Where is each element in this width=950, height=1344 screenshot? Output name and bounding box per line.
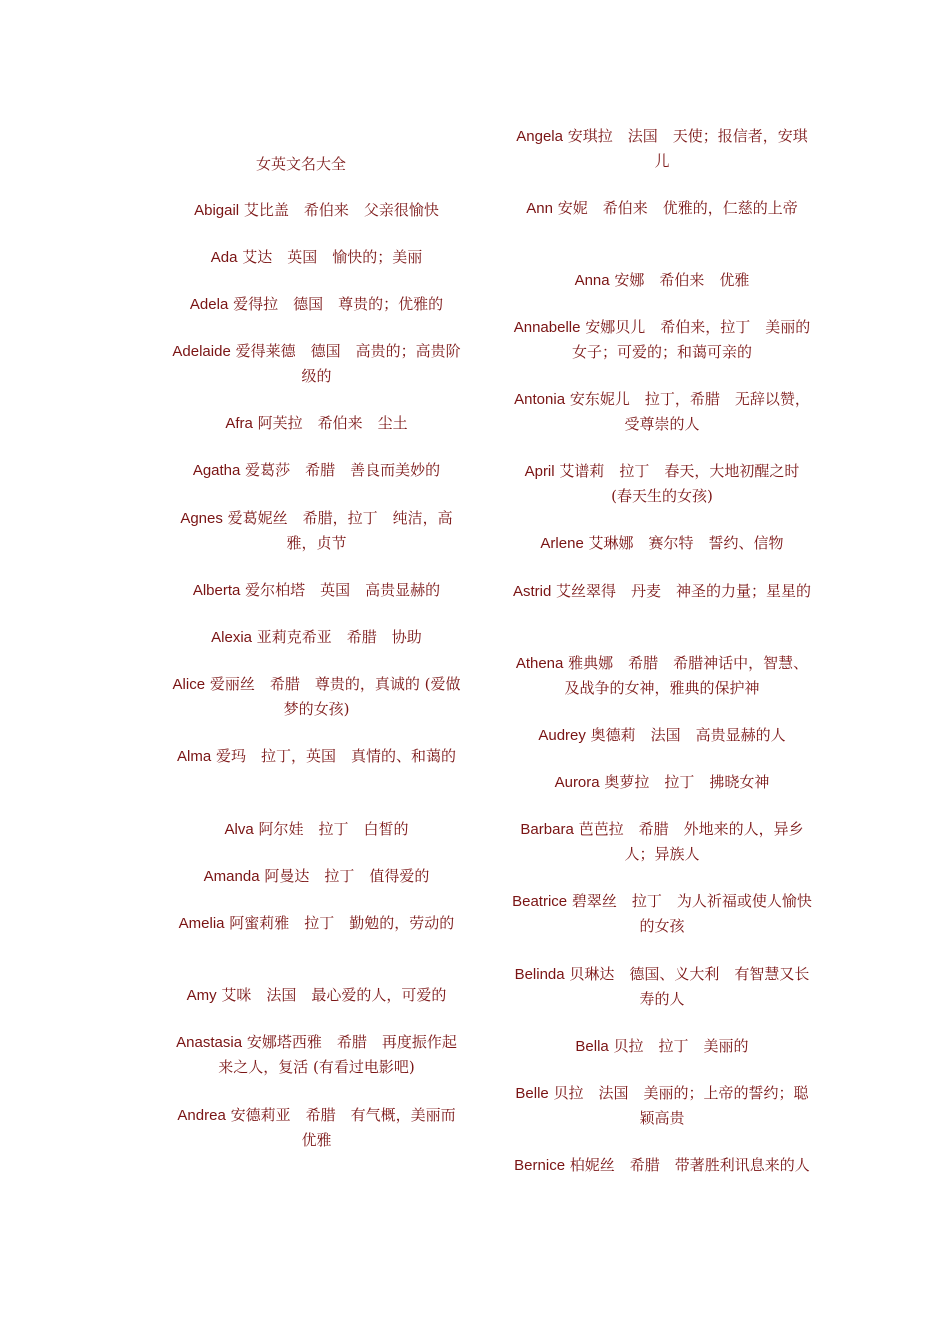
- entry-desc: 阿蜜莉雅 拉丁 勤勉的，劳动的: [224, 914, 455, 932]
- entry-name: Amanda: [203, 868, 260, 885]
- name-entry: [512, 459, 815, 509]
- entry-desc: 芭芭拉 希腊 外地来的人，异乡人；异族人: [573, 820, 804, 863]
- name-entry: [170, 339, 463, 389]
- entry-name: Andrea: [177, 1107, 226, 1124]
- name-entry: [512, 196, 812, 221]
- entry-name: Ann: [526, 200, 553, 217]
- entry-name: Angela: [516, 128, 563, 145]
- entry-name: Alva: [224, 821, 254, 838]
- name-entry: [512, 962, 812, 1012]
- entry-name: Amelia: [178, 915, 225, 932]
- entry-desc: 贝拉 拉丁 美丽的: [608, 1037, 749, 1055]
- entry-desc: 安娜 希伯来 优雅: [609, 271, 750, 289]
- name-entry: [170, 864, 463, 889]
- entry-name: Beatrice: [512, 893, 568, 910]
- entry-name: Anastasia: [176, 1034, 243, 1051]
- entry-name: Aurora: [554, 774, 600, 791]
- entry-name: Arlene: [540, 535, 584, 552]
- entry-desc: 爱玛 拉丁，英国 真情的、和蔼的: [211, 747, 456, 765]
- entry-desc: 爱葛妮丝 希腊，拉丁 纯洁，高雅，贞节: [222, 509, 453, 552]
- entry-name: Belle: [515, 1085, 549, 1102]
- entry-name: Alexia: [211, 629, 253, 646]
- name-entry: [512, 579, 812, 604]
- entry-desc: 安德莉亚 希腊 有气概，美丽而优雅: [225, 1106, 456, 1149]
- name-entry: [170, 1030, 463, 1080]
- entry-desc: 爱葛莎 希腊 善良而美妙的: [240, 461, 441, 479]
- entry-desc: 艾丝翠得 丹麦 神圣的力量；星星的: [551, 582, 812, 600]
- entry-name: Alice: [172, 676, 206, 693]
- entry-desc: 艾达 英国 愉快的；美丽: [237, 248, 423, 266]
- entry-name: Astrid: [512, 583, 552, 600]
- entry-name: Alma: [177, 748, 212, 765]
- name-entry: [170, 672, 463, 722]
- entry-desc: 爱得拉 德国 尊贵的；优雅的: [228, 295, 444, 313]
- entry-name: Adelaide: [172, 343, 231, 360]
- entry-name: Abigail: [194, 202, 240, 219]
- name-entry: [512, 723, 812, 748]
- entry-desc: 阿芙拉 希伯来 尘土: [252, 414, 408, 432]
- name-entry: [512, 315, 812, 365]
- name-entry: [512, 817, 812, 867]
- name-entry: [512, 651, 812, 701]
- entry-desc: 雅典娜 希腊 希腊神话中，智慧、及战争的女神，雅典的保护神: [563, 654, 809, 697]
- entry-name: Agnes: [180, 510, 223, 527]
- entry-name: Bernice: [514, 1157, 566, 1174]
- name-entry: [170, 625, 463, 650]
- entry-name: Alberta: [192, 582, 241, 599]
- entry-name: Annabelle: [513, 319, 581, 336]
- entry-desc: 柏妮丝 希腊 带著胜利讯息来的人: [565, 1156, 810, 1174]
- name-entry: [170, 983, 463, 1008]
- entry-name: Afra: [225, 415, 253, 432]
- entry-name: Barbara: [520, 821, 574, 838]
- entry-desc: 艾谱莉 拉丁 春天，大地初醒之时 (春天生的女孩): [554, 462, 815, 505]
- name-entry: [512, 387, 812, 437]
- entry-desc: 艾咪 法国 最心爱的人，可爱的: [216, 986, 447, 1004]
- entry-name: Antonia: [514, 391, 566, 408]
- entry-name: Belinda: [514, 966, 565, 983]
- name-entry: [512, 1153, 812, 1178]
- name-entry: [512, 268, 812, 293]
- document-title: 女英文名大全: [255, 155, 346, 173]
- entry-desc: 奥德莉 法国 高贵显赫的人: [585, 726, 786, 744]
- entry-desc: 阿曼达 拉丁 值得爱的: [259, 867, 430, 885]
- name-entry: [512, 770, 812, 795]
- entry-desc: 安东妮儿 拉丁，希腊 无辞以赞，受尊崇的人: [565, 390, 810, 433]
- entry-name: Anna: [574, 272, 610, 289]
- name-entry: [170, 411, 463, 436]
- name-entry: [170, 458, 463, 483]
- entry-name: April: [524, 463, 555, 480]
- entry-desc: 安娜塔西雅 希腊 再度振作起来之人，复活 (有看过电影吧): [218, 1033, 457, 1076]
- name-entry: [170, 744, 463, 769]
- name-entry: [512, 1081, 812, 1131]
- entry-desc: 阿尔娃 拉丁 白皙的: [253, 820, 409, 838]
- name-entry: [170, 817, 463, 842]
- entry-name: Ada: [210, 249, 238, 266]
- entry-name: Agatha: [192, 462, 241, 479]
- entry-desc: 奥萝拉 拉丁 拂晓女神: [599, 773, 770, 791]
- entry-desc: 贝拉 法国 美丽的；上帝的誓约；聪颖高贵: [548, 1084, 809, 1127]
- entry-desc: 碧翠丝 拉丁 为人祈福或使人愉快的女孩: [567, 892, 812, 935]
- entry-name: Athena: [515, 655, 564, 672]
- entry-name: Audrey: [538, 727, 586, 744]
- name-entry: [170, 578, 463, 603]
- entry-desc: 爱丽丝 希腊 尊贵的，真诚的 (爱做梦的女孩): [205, 675, 461, 718]
- name-entry: [170, 198, 463, 223]
- name-entry: [170, 292, 463, 317]
- entry-name: Adela: [189, 296, 229, 313]
- entry-desc: 爱尔柏塔 英国 高贵显赫的: [240, 581, 441, 599]
- name-entry: [512, 124, 812, 174]
- name-entry: [170, 1103, 463, 1153]
- name-entry: [170, 245, 463, 270]
- entry-desc: 艾琳娜 赛尔特 誓约、信物: [583, 534, 784, 552]
- entry-desc: 安妮 希伯来 优雅的，仁慈的上帝: [552, 199, 798, 217]
- entry-desc: 安娜贝儿 希伯来，拉丁 美丽的女子；可爱的；和蔼可亲的: [571, 318, 811, 361]
- entry-desc: 爱得莱德 德国 高贵的；高贵阶级的: [230, 342, 461, 385]
- entry-desc: 贝琳达 德国、义大利 有智慧又长寿的人: [564, 965, 810, 1008]
- entry-desc: 亚莉克希亚 希腊 协助: [252, 628, 422, 646]
- entry-name: Amy: [186, 987, 217, 1004]
- name-entry: [512, 1034, 812, 1059]
- name-entry: [170, 506, 463, 556]
- name-entry: [170, 911, 463, 936]
- name-entry: [512, 889, 812, 939]
- entry-desc: 艾比盖 希伯来 父亲很愉快: [239, 201, 439, 219]
- name-entry: [512, 531, 812, 556]
- entry-name: Bella: [575, 1038, 609, 1055]
- entry-desc: 安琪拉 法国 天使；报信者，安琪儿: [562, 127, 808, 170]
